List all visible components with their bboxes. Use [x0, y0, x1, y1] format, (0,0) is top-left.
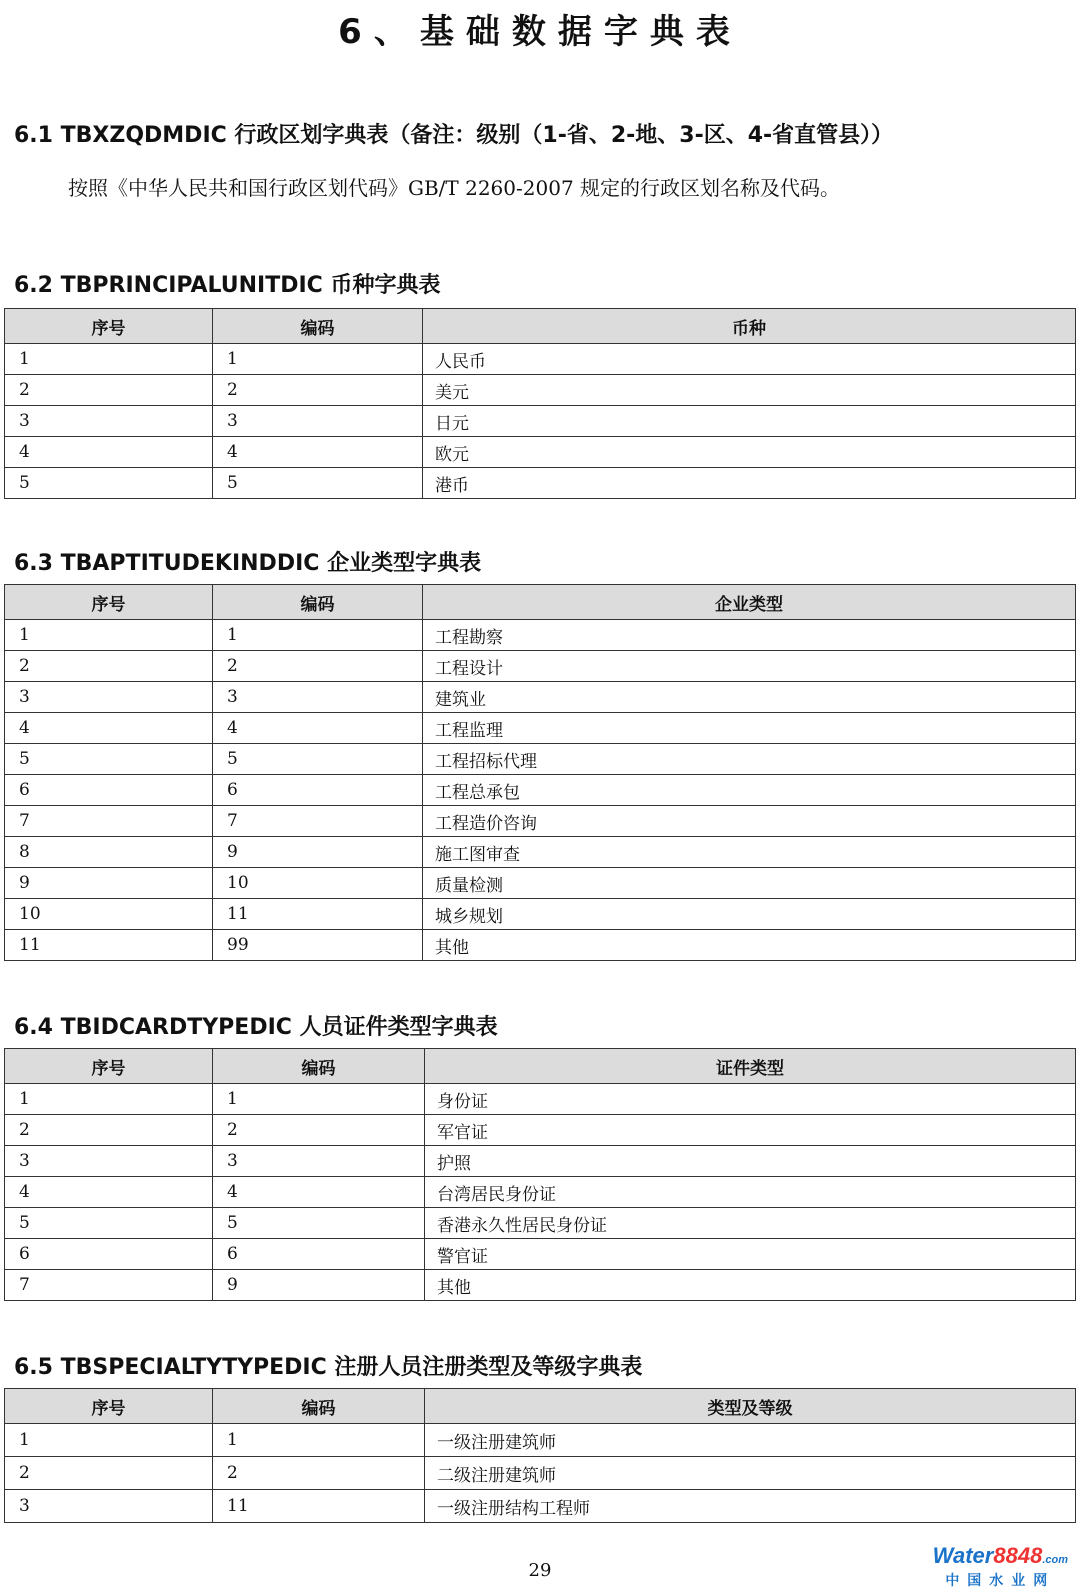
- table-cell: 1: [5, 1084, 213, 1115]
- table-cell: 99: [213, 930, 423, 961]
- table-header-row: [5, 1389, 1076, 1424]
- table-cell: 港币: [423, 468, 1076, 499]
- table-cell: 1: [5, 344, 213, 375]
- table-cell: 10: [5, 899, 213, 930]
- table-cell: 3: [213, 1146, 425, 1177]
- table-row: [5, 1115, 1076, 1146]
- table-row: [5, 806, 1076, 837]
- table-cell: 一级注册结构工程师: [425, 1490, 1076, 1523]
- table-header-row: [5, 585, 1076, 620]
- column-header: 编码: [213, 585, 423, 620]
- table-cell: 质量检测: [423, 868, 1076, 899]
- table-cell: 香港永久性居民身份证: [425, 1208, 1076, 1239]
- watermark-brand-main: Water: [932, 1543, 994, 1568]
- table-cell: 1: [213, 1424, 425, 1457]
- table-cell: 2: [213, 1115, 425, 1146]
- table-cell: 6: [213, 1239, 425, 1270]
- column-header: 序号: [5, 585, 213, 620]
- column-header: 编码: [213, 1389, 425, 1424]
- table-cell: 人民币: [423, 344, 1076, 375]
- table-cell: 其他: [423, 930, 1076, 961]
- column-header: 序号: [5, 1389, 213, 1424]
- section-6-1-paragraph: 按照《中华人民共和国行政区划代码》GB/T 2260-2007 规定的行政区划名称及代码。: [68, 176, 841, 200]
- table-row: [5, 1270, 1076, 1301]
- table-cell: 护照: [425, 1146, 1076, 1177]
- table-row: [5, 651, 1076, 682]
- table-cell: 9: [5, 868, 213, 899]
- table-cell: 6: [5, 1239, 213, 1270]
- table-cell: 5: [213, 468, 423, 499]
- table-cell: 2: [5, 375, 213, 406]
- table-cell: 2: [213, 651, 423, 682]
- table-row: [5, 1084, 1076, 1115]
- page-number: 29: [528, 1560, 552, 1581]
- table-row: [5, 375, 1076, 406]
- table-row: [5, 437, 1076, 468]
- table-cell: 1: [5, 620, 213, 651]
- table-row: [5, 1208, 1076, 1239]
- table-cell: 工程招标代理: [423, 744, 1076, 775]
- table-cell: 工程设计: [423, 651, 1076, 682]
- table-row: [5, 868, 1076, 899]
- table-cell: 二级注册建筑师: [425, 1457, 1076, 1490]
- table-row: [5, 406, 1076, 437]
- table-cell: 施工图审查: [423, 837, 1076, 868]
- table-cell: 11: [213, 899, 423, 930]
- table-cell: 3: [213, 682, 423, 713]
- watermark-caption: 中国水业网: [945, 1573, 1056, 1589]
- id-card-type-dictionary-table: [4, 1048, 1076, 1301]
- table-row: [5, 620, 1076, 651]
- table-cell: 4: [5, 437, 213, 468]
- section-heading-6-5: 6.5 TBSPECIALTYTYPEDIC 注册人员注册类型及等级字典表: [14, 1355, 643, 1380]
- column-header: 证件类型: [425, 1049, 1076, 1084]
- column-header: 币种: [423, 309, 1076, 344]
- table-header-row: [5, 309, 1076, 344]
- table-cell: 1: [213, 620, 423, 651]
- watermark-brand-suffix: .com: [1042, 1554, 1068, 1566]
- table-cell: 警官证: [425, 1239, 1076, 1270]
- enterprise-type-dictionary-table: [4, 584, 1076, 961]
- table-cell: 身份证: [425, 1084, 1076, 1115]
- table-row: [5, 1424, 1076, 1457]
- table-cell: 4: [213, 1177, 425, 1208]
- table-cell: 城乡规划: [423, 899, 1076, 930]
- table-cell: 5: [213, 744, 423, 775]
- table-cell: 3: [5, 682, 213, 713]
- watermark-brand-number: 8848: [993, 1543, 1043, 1568]
- table-cell: 4: [5, 1177, 213, 1208]
- table-cell: 美元: [423, 375, 1076, 406]
- table-cell: 11: [5, 930, 213, 961]
- watermark-logo: [933, 1544, 1068, 1590]
- table-row: [5, 744, 1076, 775]
- table-cell: 1: [213, 344, 423, 375]
- table-cell: 工程总承包: [423, 775, 1076, 806]
- table-row: [5, 344, 1076, 375]
- table-cell: 一级注册建筑师: [425, 1424, 1076, 1457]
- table-cell: 4: [213, 713, 423, 744]
- column-header: 类型及等级: [425, 1389, 1076, 1424]
- table-row: [5, 682, 1076, 713]
- table-cell: 9: [213, 837, 423, 868]
- table-cell: 4: [5, 713, 213, 744]
- table-cell: 9: [213, 1270, 425, 1301]
- table-cell: 3: [213, 406, 423, 437]
- table-cell: 10: [213, 868, 423, 899]
- table-cell: 欧元: [423, 437, 1076, 468]
- column-header: 企业类型: [423, 585, 1076, 620]
- table-cell: 2: [213, 375, 423, 406]
- table-cell: 5: [213, 1208, 425, 1239]
- section-heading-6-1: 6.1 TBXZQDMDIC 行政区划字典表（备注：级别（1-省、2-地、3-区、4-省直管县））: [14, 123, 894, 148]
- page-title: 6、基础数据字典表: [338, 12, 742, 52]
- table-cell: 2: [5, 651, 213, 682]
- table-cell: 军官证: [425, 1115, 1076, 1146]
- table-cell: 3: [5, 1146, 213, 1177]
- table-cell: 8: [5, 837, 213, 868]
- table-row: [5, 899, 1076, 930]
- table-cell: 6: [213, 775, 423, 806]
- table-cell: 工程监理: [423, 713, 1076, 744]
- section-heading-6-3: 6.3 TBAPTITUDEKINDDIC 企业类型字典表: [14, 551, 482, 576]
- table-cell: 其他: [425, 1270, 1076, 1301]
- table-cell: 2: [5, 1457, 213, 1490]
- table-cell: 5: [5, 1208, 213, 1239]
- table-cell: 2: [5, 1115, 213, 1146]
- table-row: [5, 1239, 1076, 1270]
- table-row: [5, 1177, 1076, 1208]
- table-cell: 5: [5, 744, 213, 775]
- watermark-brand: [933, 1544, 1068, 1572]
- table-cell: 台湾居民身份证: [425, 1177, 1076, 1208]
- table-cell: 5: [5, 468, 213, 499]
- table-row: [5, 930, 1076, 961]
- column-header: 序号: [5, 1049, 213, 1084]
- table-cell: 1: [5, 1424, 213, 1457]
- table-cell: 3: [5, 1490, 213, 1523]
- table-cell: 7: [5, 806, 213, 837]
- table-cell: 7: [213, 806, 423, 837]
- table-header-row: [5, 1049, 1076, 1084]
- table-cell: 7: [5, 1270, 213, 1301]
- currency-dictionary-table: [4, 308, 1076, 499]
- section-heading-6-4: 6.4 TBIDCARDTYPEDIC 人员证件类型字典表: [14, 1015, 498, 1040]
- table-row: [5, 775, 1076, 806]
- table-cell: 11: [213, 1490, 425, 1523]
- table-cell: 建筑业: [423, 682, 1076, 713]
- table-row: [5, 713, 1076, 744]
- column-header: 编码: [213, 309, 423, 344]
- table-cell: 4: [213, 437, 423, 468]
- column-header: 编码: [213, 1049, 425, 1084]
- specialty-type-dictionary-table: [4, 1388, 1076, 1523]
- table-cell: 日元: [423, 406, 1076, 437]
- table-row: [5, 1457, 1076, 1490]
- table-cell: 6: [5, 775, 213, 806]
- table-cell: 工程勘察: [423, 620, 1076, 651]
- table-row: [5, 837, 1076, 868]
- table-row: [5, 468, 1076, 499]
- table-cell: 2: [213, 1457, 425, 1490]
- table-row: [5, 1146, 1076, 1177]
- table-cell: 工程造价咨询: [423, 806, 1076, 837]
- table-cell: 1: [213, 1084, 425, 1115]
- table-cell: 3: [5, 406, 213, 437]
- table-row: [5, 1490, 1076, 1523]
- section-heading-6-2: 6.2 TBPRINCIPALUNITDIC 币种字典表: [14, 273, 441, 298]
- column-header: 序号: [5, 309, 213, 344]
